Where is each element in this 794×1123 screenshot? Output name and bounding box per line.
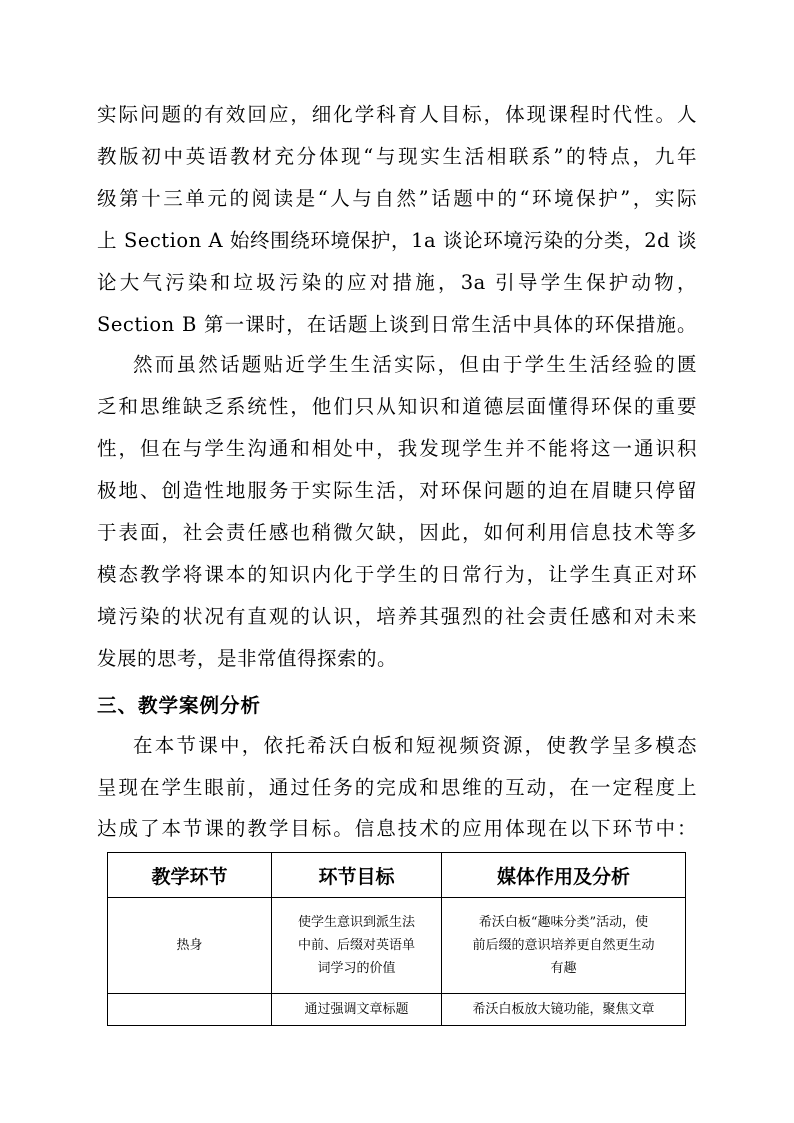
- goal-cell: [272, 898, 442, 994]
- text-line: 乏和思维缺乏系统性，他们只从知识和道德层面懂得环保的重要: [97, 395, 697, 418]
- cell-text-line: 中前、后缀对英语单: [297, 938, 415, 953]
- text-line: 呈现在学生眼前，通过任务的完成和思维的互动，在一定程度上: [97, 776, 697, 799]
- cell-text-line: 词学习的价值: [317, 961, 396, 976]
- table-header-row: [108, 853, 686, 898]
- stage-cell: 热身: [108, 898, 272, 994]
- text-line: 在本节课中，依托希沃白板和短视频资源，使教学呈多模态: [133, 734, 697, 757]
- text-line: 实际问题的有效回应，细化学科育人目标，体现课程时代性。人: [97, 103, 697, 126]
- cell-text-line: 使学生意识到派生法: [297, 915, 415, 930]
- cell-text-line: 希沃白板“趣味分类”活动，使: [478, 915, 649, 930]
- text-line: 上 Section A 始终围绕环境保护，1a 谈论环境污染的分类，2d 谈: [97, 229, 697, 252]
- text-line: 论大气污染和垃圾污染的应对措施，3a 引导学生保护动物，: [97, 271, 697, 294]
- cell-text-line: 有趣: [550, 961, 577, 976]
- text-line: 达成了本节课的教学目标。信息技术的应用体现在以下环节中：: [97, 817, 697, 840]
- text-line: 于表面，社会责任感也稍微欠缺，因此，如何利用信息技术等多: [97, 521, 697, 544]
- cell-text-line: 希沃白板放大镜功能，聚焦文章: [472, 1002, 655, 1017]
- goal-cell: [272, 994, 442, 1026]
- text-line: 然而虽然话题贴近学生生活实际，但由于学生生活经验的匮: [133, 353, 697, 376]
- cell-text-line: 通过强调文章标题: [304, 1002, 409, 1017]
- column-header: 媒体作用及分析: [442, 853, 686, 898]
- cell-text-line: 前后缀的意识培养更自然更生动: [472, 938, 655, 953]
- stage-cell: [108, 994, 272, 1026]
- text-line: 性，但在与学生沟通和相处中，我发现学生并不能将这一通识积: [97, 437, 697, 460]
- column-header: 教学环节: [108, 853, 272, 898]
- text-line: Section B 第一课时，在话题上谈到日常生活中具体的环保措施。: [97, 313, 697, 336]
- text-line: 极地、创造性地服务于实际生活，对环保问题的迫在眉睫只停留: [97, 479, 697, 502]
- media-cell: [442, 898, 686, 994]
- text-line: 发展的思考，是非常值得探索的。: [97, 647, 398, 670]
- column-header: 环节目标: [272, 853, 442, 898]
- table-row: [108, 994, 686, 1026]
- text-line: 境污染的状况有直观的认识，培养其强烈的社会责任感和对未来: [97, 605, 697, 628]
- media-cell: [442, 994, 686, 1026]
- text-line: 级第十三单元的阅读是“人与自然”话题中的“环境保护”，实际: [97, 187, 697, 210]
- table-row: [108, 898, 686, 994]
- text-line: 模态教学将课本的知识内化于学生的日常行为，让学生真正对环: [97, 563, 697, 586]
- text-line: 教版初中英语教材充分体现“与现实生活相联系”的特点，九年: [97, 145, 697, 168]
- teaching-table: [107, 852, 686, 1026]
- section-heading: 三、教学案例分析: [97, 694, 262, 717]
